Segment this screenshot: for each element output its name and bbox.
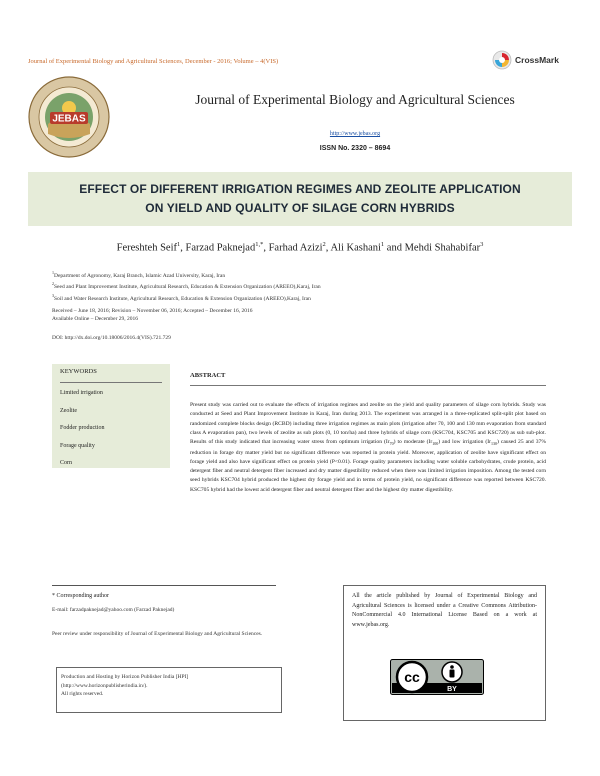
doi-link[interactable]: DOI: http://dx.doi.org/10.18006/2016.4(VIS).721.729 xyxy=(52,335,171,341)
keyword-item: Corn xyxy=(60,460,72,466)
affiliation-item xyxy=(52,269,321,280)
journal-logo xyxy=(28,76,110,158)
corresponding-author-label: * Corresponding author xyxy=(52,593,109,599)
license-box xyxy=(343,585,546,721)
production-box xyxy=(56,667,282,713)
abstract-subscript: 100 xyxy=(432,441,439,447)
author-separator: and xyxy=(384,242,405,254)
author-list xyxy=(0,241,600,254)
affiliation-item xyxy=(52,280,321,291)
abstract-section xyxy=(190,372,546,495)
paper-title-line-2: ON YIELD AND QUALITY OF SILAGE CORN HYBRIDS xyxy=(145,201,455,215)
author-affiliation-mark: 3 xyxy=(480,241,484,248)
author-separator: , xyxy=(325,242,331,254)
keyword-item: Limited irrigation xyxy=(60,390,103,396)
cc-by-license-icon[interactable] xyxy=(390,659,484,695)
affiliation-text: Soil and Water Research Institute, Agricultural Research, Education & Extension Organization (AREEO),Karaj, Iran xyxy=(54,295,311,302)
by-label: BY xyxy=(447,686,457,693)
keyword-item: Zeolite xyxy=(60,407,77,414)
keywords-title: KEYWORDS xyxy=(60,368,162,383)
keywords-box xyxy=(52,364,170,468)
available-online-line: Available Online – December 29, 2016 xyxy=(52,316,139,322)
logo-text: JEBAS xyxy=(52,113,86,125)
abstract-subscript: 70 xyxy=(389,441,394,447)
abstract-text-part: ) to moderate (Ir xyxy=(393,439,433,446)
author-affiliation-mark: 1 xyxy=(380,241,385,248)
production-line: Production and Hosting by Horizon Publisher India [HPI] xyxy=(61,674,189,680)
abstract-text-part: ) and low irrigation (Ir xyxy=(438,439,491,446)
footnote-divider xyxy=(52,585,276,586)
author-name: Mehdi Shahabifar xyxy=(404,242,481,254)
journal-url-link[interactable]: http://www.jebas.org xyxy=(329,131,381,137)
affiliation-list xyxy=(52,269,321,303)
abstract-text-part: ) caused 25 and 37% reduction in forage dry matter yield but no significant difference was reported in protein yield. Moreover, application of zeolite have significant effect on forage yield and also have significant effect on protein yield (P<0.01). Forage quality parameters including water soluble carbohydrates, crude protein, acid detergent fiber and neutral detergent fiber increased and dry matter digestibility reduced when there was limited irrigation imposition. Among the tested corn seed hybrids KSC704 hybrid produced the highest dry forage yield and in terms of protein yield, no significant difference was reported between KSC720. KSC705 hybrid had the lowest acid detergent fiber and neutral detergent fiber and the highest dry matter digestibility. xyxy=(190,439,546,493)
production-url[interactable]: (http://www.horizonpublisherindia.in/). xyxy=(61,682,148,689)
paper-title-line-1: EFFECT OF DIFFERENT IRRIGATION REGIMES AND ZEOLITE APPLICATION xyxy=(79,182,521,196)
author-name: Farhad Azizi xyxy=(268,242,323,254)
keyword-item: Forage quality xyxy=(60,442,95,449)
crossmark-label: CrossMark xyxy=(515,55,559,65)
author-separator: , xyxy=(263,242,269,254)
rights-line: All rights reserved. xyxy=(61,691,104,697)
paper-title-band xyxy=(28,172,572,226)
article-history xyxy=(52,307,253,323)
journal-masthead xyxy=(170,92,540,152)
corresponding-email[interactable]: E-mail: farzadpaknejad@yahoo.com (Farzad Paknejad) xyxy=(52,607,175,613)
cc-label: cc xyxy=(404,669,420,685)
abstract-subscript: 130 xyxy=(490,441,497,447)
abstract-text xyxy=(190,401,546,495)
author-separator: , xyxy=(180,242,186,254)
affiliation-mark: 3 xyxy=(52,292,54,298)
issn-number: ISSN No. 2320 – 8694 xyxy=(319,145,391,152)
crossmark-badge[interactable] xyxy=(492,50,559,70)
affiliation-mark: 1 xyxy=(52,270,54,275)
journal-title: Journal of Experimental Biology and Agricultural Sciences xyxy=(195,92,515,107)
affiliation-item xyxy=(52,292,321,303)
author-name: Ali Kashani xyxy=(330,242,381,254)
author-affiliation-mark: 1 xyxy=(177,241,181,248)
author-affiliation-mark: 2 xyxy=(322,241,326,248)
paper-title xyxy=(79,180,521,218)
crossmark-icon xyxy=(492,50,512,70)
author-affiliation-mark: 1,* xyxy=(255,241,264,248)
article-dates-line: Received – June 18, 2016; Revision – November 06, 2016; Accepted – December 16, 2016 xyxy=(52,308,253,314)
affiliation-text: Department of Agronomy, Karaj Branch, Islamic Azad University, Karaj, Iran xyxy=(54,272,226,279)
affiliation-mark: 2 xyxy=(52,281,54,287)
peer-review-note: Peer review under responsibility of Journal of Experimental Biology and Agricultural Sciences. xyxy=(52,631,263,637)
author-name: Fereshteh Seif xyxy=(116,242,178,254)
author-name: Farzad Paknejad xyxy=(185,242,256,254)
keyword-item: Fodder production xyxy=(60,425,105,431)
affiliation-text: Seed and Plant Improvement Institute, Agricultural Research, Education & Extension Organization (AREEO),Karaj, Iran xyxy=(54,284,321,291)
abstract-text-part: Present study was carried out to evaluate the effects of irrigation regimes and zeolite on the yield and quality parameters of silage corn hybrids. Study was conducted at Seed and Plant Improvement Institute in Karaj, Iran during 2013. The experiment was arranged in a three-replicated split-split plot based on randomized complete blocks design (RCBD) including three irrigation regimes as main plots (irrigation after 70, 100 and 130 mm evaporation from standard class A evaporation pan), two levels of zeolite as sub plots (0, 10 ton/ha) and three hybrids of silage corn (KSC704, KSC705 and KSC720) as sub sub-plot. Results of this study indicated that increasing water stress from optimum irrigation (Ir xyxy=(190,402,546,446)
journal-running-header: Journal of Experimental Biology and Agricultural Sciences, December - 2016; Volume – 4(VIS) xyxy=(28,58,279,65)
license-text: All the article published by Journal of Experimental Biology and Agricultural Sciences is licensed under a Creative Commons Attribution-NonCommercial 4.0 International License Based on a work at www.jebas.org. xyxy=(352,593,537,628)
abstract-title: ABSTRACT xyxy=(190,372,546,386)
